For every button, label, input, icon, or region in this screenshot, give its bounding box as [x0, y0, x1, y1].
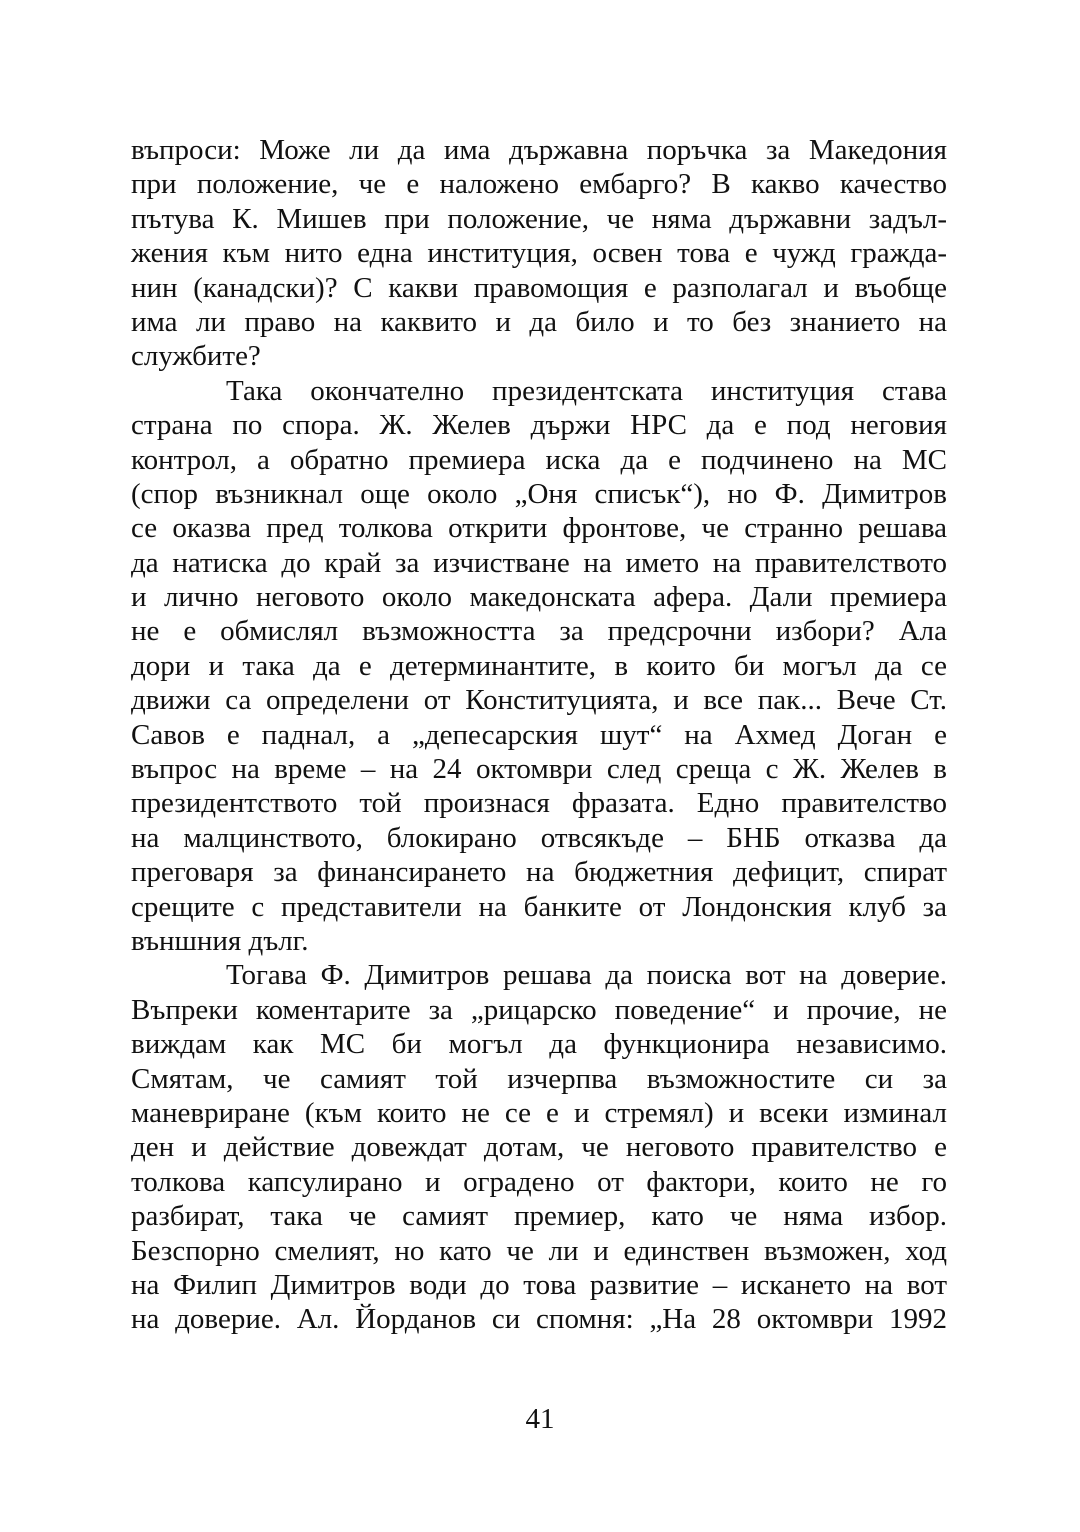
text-line: контрол, а обратно премиера иска да е подчинено на МС — [131, 443, 947, 476]
text-line: толкова капсулирано и оградено от фактори, които не го — [131, 1165, 947, 1198]
paragraph-continuation — [131, 133, 947, 374]
text-line: службите? — [131, 340, 261, 373]
text-line: въпрос на време – на 24 октомври след среща с Ж. Желев в — [131, 753, 947, 786]
text-line: Така окончателно президентската институция става — [226, 374, 947, 407]
text-line: Тогава Ф. Димитров решава да поиска вот на доверие. — [226, 959, 947, 992]
text-line: нин (канадски)? С какви правомощия е разполагал и въобще — [131, 271, 947, 304]
text-line: преговаря за финансирането на бюджетния дефицит, спират — [131, 856, 947, 889]
text-line: има ли право на каквито и да било и то без знанието на — [131, 305, 947, 338]
text-line: на малцинството, блокирано отвсякъде – БНБ отказва да — [131, 821, 947, 854]
text-line: не е обмислял възможността за предсрочни избори? Ала — [131, 615, 947, 648]
text-line: движи са определени от Конституцията, и все пак... Вече Ст. — [131, 684, 947, 717]
text-line: дори и така да е детерминантите, в които би могъл да се — [131, 649, 947, 682]
text-line: жения към нито една институция, освен това е чужд гражда- — [131, 237, 947, 270]
text-line: на Филип Димитров води до това развитие – искането на вот — [131, 1268, 947, 1301]
paragraph-president-institution — [131, 374, 947, 959]
text-line: да натиска до край за изчистване на името на правителството — [131, 546, 947, 579]
text-line: разбират, така че самият премиер, като че няма избор. — [131, 1200, 947, 1233]
text-line: Савов е паднал, а „депесарския шут“ на Ахмед Доган е — [131, 718, 947, 751]
text-line: президентството той произнася фразата. Едно правителство — [131, 787, 947, 820]
text-line: външния дълг. — [131, 924, 309, 957]
text-line: ден и действие довеждат дотам, че неговото правителство е — [131, 1131, 947, 1164]
text-line: се оказва пред толкова открити фронтове, че странно решава — [131, 512, 947, 545]
text-line: Въпреки коментарите за „рицарско поведение“ и прочие, не — [131, 993, 947, 1026]
text-line: виждам как МС би могъл да функционира независимо. — [131, 1028, 947, 1061]
text-line: пътува К. Мишев при положение, че няма държавни задъл- — [131, 202, 947, 235]
text-line: (спор възникнал още около „Оня списък“), но Ф. Димитров — [131, 477, 947, 510]
text-line: и лично неговото около македонската афера. Дали премиера — [131, 581, 947, 614]
text-line: Безспорно смелият, но като че ли и единствен възможен, ход — [131, 1234, 947, 1267]
text-line: при положение, че е наложено ембарго? В какво качество — [131, 168, 947, 201]
page-number: 41 — [525, 1403, 555, 1435]
text-line: страна по спора. Ж. Желев държи НРС да е под неговия — [131, 409, 947, 442]
text-line: маневриране (към които не се е и стремял) и всеки изминал — [131, 1096, 947, 1129]
text-line: срещите с представители на банките от Лондонския клуб за — [131, 890, 947, 923]
text-line: въпроси: Може ли да има държавна поръчка за Македония — [131, 134, 947, 166]
paragraph-vote-of-confidence — [131, 958, 947, 1336]
text-line: Смятам, че самият той изчерпва възможностите си за — [131, 1062, 947, 1095]
body-text — [131, 133, 947, 1337]
text-line: на доверие. Ал. Йорданов си спомня: „На 28 октомври 1992 — [131, 1303, 947, 1336]
